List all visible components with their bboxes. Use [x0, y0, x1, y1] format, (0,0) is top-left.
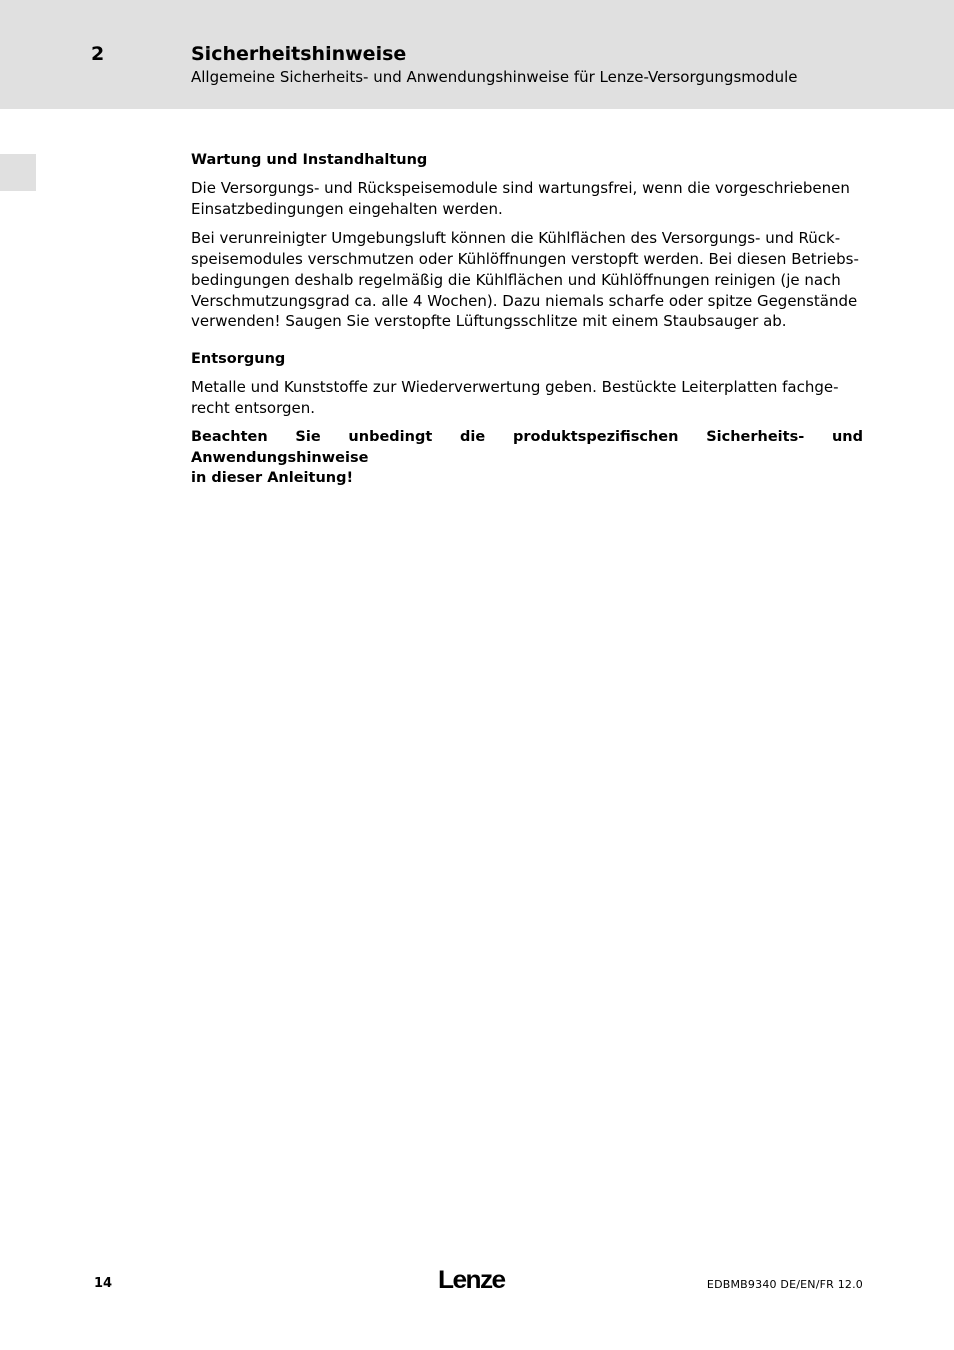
section-disposal	[191, 349, 863, 418]
page-content	[191, 150, 863, 489]
chapter-subtitle: Allgemeine Sicherheits- und Anwendungshinweise für Lenze-Versorgungsmodule	[191, 68, 798, 86]
section-heading: Entsorgung	[191, 350, 286, 367]
section-heading: Wartung und Instandhaltung	[191, 152, 428, 168]
chapter-side-tab	[0, 154, 36, 191]
paragraph: Die Versorgungs- und Rückspeisemodule sind wartungsfrei, wenn die vorgeschriebenen Einsatzbedingungen eingehalten werden.	[191, 179, 850, 218]
section-maintenance	[191, 150, 863, 332]
warning-note: Beachten Sie unbedingt die produktspezifischen Sicherheits- und Anwendungshinweise in dieser Anleitung!	[191, 429, 863, 487]
paragraph: Metalle und Kunststoffe zur Wiederverwertung geben. Bestückte Leiterplatten fachge- recht entsorgen.	[191, 377, 839, 417]
paragraph: Bei verunreinigter Umgebungsluft können die Kühlflächen des Versorgungs- und Rück- speisemodules verschmutzen oder Kühlöffnungen verstopft werden. Bei diesen Betriebs- bedingungen deshalb regelmäßig die Kühlflächen und Kühlöffnungen reinigen (je nach Verschmutzungsgrad ca. alle 4 Wochen). Dazu niemals scharfe oder spitze Gegenstände verwenden! Saugen Sie verstopfte Lüftungsschlitze mit einem Staubsauger ab.	[191, 229, 859, 331]
chapter-title: Sicherheitshinweise	[191, 43, 407, 65]
header-band	[0, 0, 954, 109]
page-number: 14	[94, 1276, 113, 1291]
lenze-logo: Lenze	[438, 1266, 505, 1294]
document-id: EDBMB9340 DE/EN/FR 12.0	[706, 1278, 863, 1291]
chapter-number: 2	[91, 43, 105, 65]
